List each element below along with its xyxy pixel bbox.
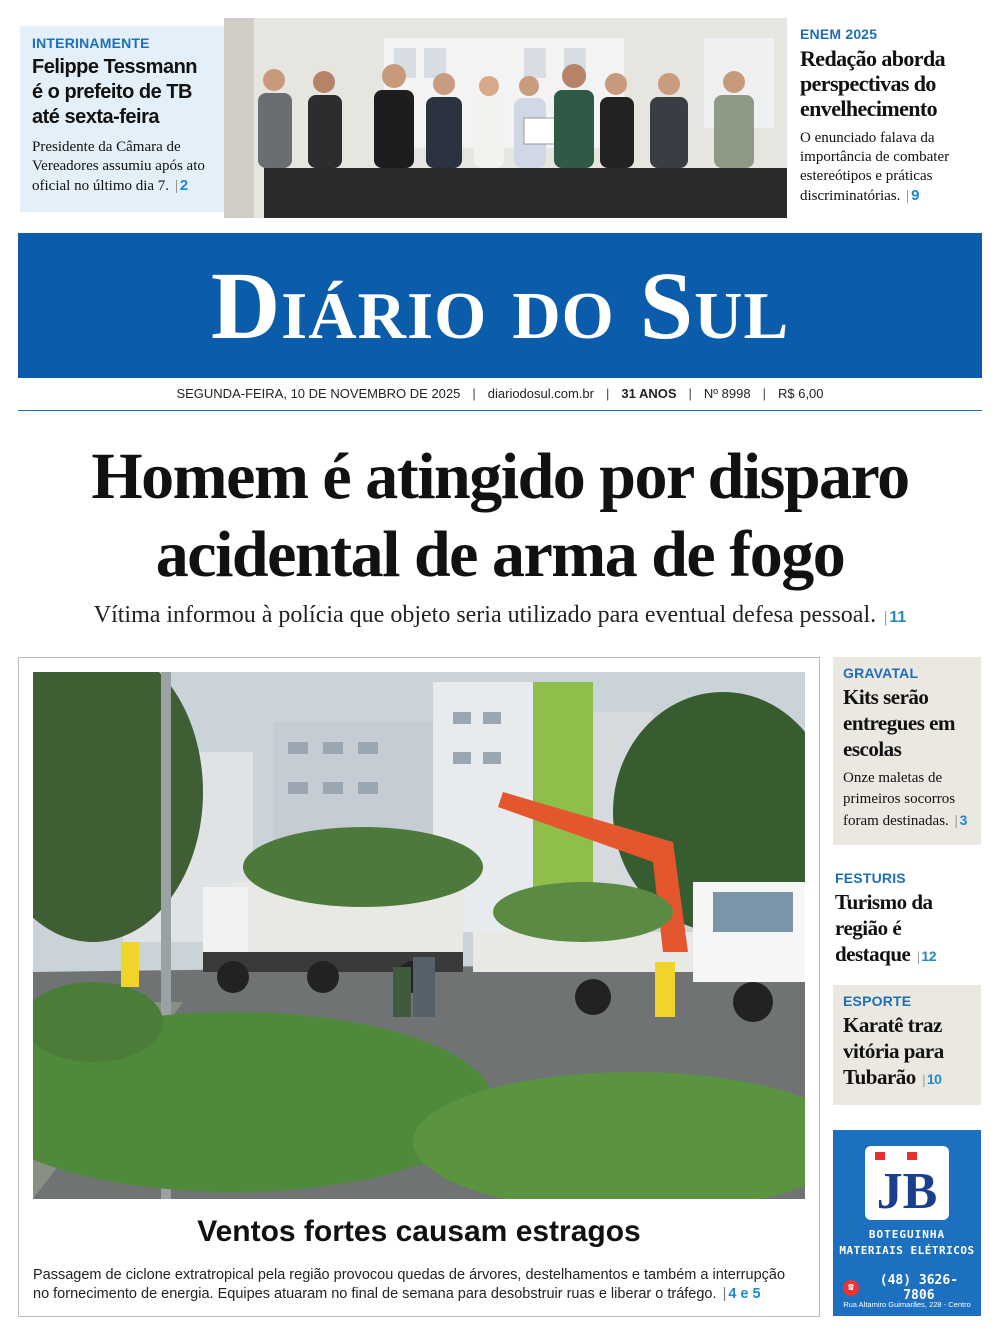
teaser-enem[interactable] — [800, 26, 990, 206]
sidebar-kicker: ESPORTE — [843, 993, 912, 1009]
teaser-interinamente[interactable] — [20, 26, 224, 212]
page-ref: 2 — [179, 177, 189, 194]
page-ref: 9 — [911, 187, 920, 204]
issue-number: Nº 8998 — [703, 386, 751, 401]
ad-phone[interactable]: ☎ (48) 3626-7806 — [843, 1273, 973, 1303]
sidebar-title: Kits serão entregues em escolas — [843, 685, 955, 761]
newspaper-name: Diário do Sul — [210, 252, 790, 359]
sidebar-title: Karatê traz vitória para Tubarão | 10 — [843, 1013, 944, 1089]
sidebar-item-gravatal[interactable] — [833, 657, 981, 845]
masthead[interactable] — [18, 233, 982, 378]
teaser-text: O enunciado falava da importância de combater estereótipos e práticas discriminatórias. | 9 — [800, 130, 950, 204]
page-ref: 4 e 5 — [728, 1286, 761, 1302]
teaser-title: Felippe Tessmann é o prefeito de TB até sexta-feira — [32, 56, 198, 128]
sidebar-kicker: FESTURIS — [835, 870, 906, 886]
site-link[interactable]: diariodosul.com.br — [487, 386, 594, 401]
price: R$ 6,00 — [777, 386, 824, 401]
teaser-text: Presidente da Câmara de Vereadores assumiu após ato oficial no último dia 7. | 2 — [32, 139, 205, 194]
page-ref: 12 — [921, 948, 936, 964]
sidebar-kicker: GRAVATAL — [843, 665, 919, 681]
page-ref: 3 — [959, 812, 968, 828]
ceremony-photo — [224, 18, 787, 218]
ad-address: Rua Altamiro Guimarães, 228 - Centro — [843, 1300, 971, 1309]
advertisement[interactable] — [833, 1130, 981, 1316]
issue-date: SEGUNDA-FEIRA, 10 DE NOVEMBRO DE 2025 — [176, 386, 461, 401]
dateline: SEGUNDA-FEIRA, 10 DE NOVEMBRO DE 2025 | diariodosul.com.br | 31 ANOS | Nº 8998 | R$ 6,00 — [176, 386, 824, 401]
divider — [18, 410, 982, 411]
sidebar-item-festuris[interactable] — [833, 862, 981, 979]
teaser-title: Redação aborda perspectivas do envelhecimento — [800, 46, 945, 121]
ad-line1: BOTEGUINHA — [868, 1228, 946, 1241]
page-ref: 11 — [889, 609, 907, 626]
main-story-title[interactable]: Ventos fortes causam estragos — [197, 1215, 641, 1248]
sidebar-title: Turismo da região é destaque | 12 — [835, 890, 936, 966]
anniversary: 31 ANOS — [621, 386, 677, 401]
logo-text: JB — [876, 1163, 938, 1220]
lead-headline[interactable]: Homem é atingido por disparo acidental de arma de fogo — [91, 440, 909, 591]
lead-subhead: Vítima informou à polícia que objeto seria utilizado para eventual defesa pessoal. | 11 — [93, 602, 907, 628]
teaser-kicker: INTERINAMENTE — [32, 35, 150, 51]
jb-logo — [861, 1142, 953, 1224]
phone-icon: ☎ — [843, 1280, 859, 1296]
storm-damage-photo — [33, 672, 805, 1199]
sidebar-item-esporte[interactable] — [833, 985, 981, 1105]
teaser-kicker: ENEM 2025 — [800, 26, 878, 42]
ad-line2: MATERIAIS ELÉTRICOS — [839, 1244, 975, 1257]
sidebar-text: Onze maletas de primeiros socorros foram destinadas. | 3 — [843, 770, 968, 829]
main-story-text: Passagem de ciclone extratropical pela região provocou quedas de árvores, destelhamentos e também a interrupção no fornecimento de energia. Equipes atuaram no final de semana para desobstruir ruas e liberar o tráfego. | 4 e 5 — [33, 1267, 786, 1302]
page-ref: 10 — [926, 1071, 942, 1087]
